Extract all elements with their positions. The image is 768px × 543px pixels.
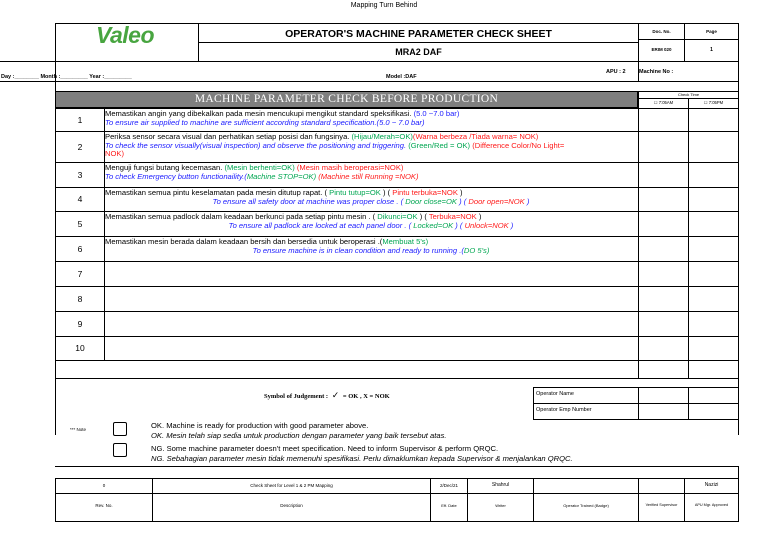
machine-no-label: Machine No : bbox=[639, 69, 674, 75]
item-text-segment: Locked=OK bbox=[413, 220, 454, 230]
judgement-title: Symbol of Judgement : bbox=[264, 393, 329, 400]
page-label: Page bbox=[706, 29, 717, 34]
doc-no-label: Doc. No. bbox=[652, 29, 671, 34]
item-text-segment: (Green/Red = OK) bbox=[408, 140, 471, 150]
item-number: 5 bbox=[77, 218, 83, 229]
item-text-segment: (Mesin masih beroperasi=NOK) bbox=[294, 163, 404, 172]
note-label: *** Note bbox=[70, 427, 87, 432]
footer-approved: Nazizi bbox=[704, 482, 719, 488]
item-text-segment: Pintu terbuka=NOK bbox=[392, 188, 458, 197]
item-text-segment: (Machine still Running =NOK) bbox=[316, 171, 419, 181]
footer-h-date: Eff. Date bbox=[441, 503, 457, 508]
item-text-segment: NOK) bbox=[105, 149, 124, 159]
item-text-segment: ) ( bbox=[456, 196, 469, 206]
item-number: 3 bbox=[77, 169, 83, 180]
item-text-segment: (5.0 ~7.0 bar) bbox=[413, 109, 460, 118]
item-text-segment: Door close=OK bbox=[405, 196, 457, 206]
operator-emp-label: Operator Emp Number bbox=[536, 407, 592, 413]
page-title: OPERATOR'S MACHINE PARAMETER CHECK SHEET bbox=[285, 28, 552, 40]
item-text-segment: Pintu tutup=OK bbox=[329, 188, 381, 197]
note-ok-ms: OK. Mesin telah siap sedia untuk production dengan parameter yang baik tersebut atas. bbox=[151, 431, 447, 440]
footer-h-approved: APU Mgr. Approved bbox=[694, 503, 729, 507]
judgement-rest: = OK , X = NOK bbox=[342, 393, 390, 400]
model-label: Model :DAF bbox=[386, 74, 417, 80]
footer-h-verified: Verified Supervisor bbox=[645, 503, 678, 507]
item-text-segment: To ensure all safety door at machine was proper close . ( bbox=[212, 196, 406, 206]
note-ok-en: OK. Machine is ready for production with good parameter above. bbox=[151, 421, 369, 430]
section-title: MACHINE PARAMETER CHECK BEFORE PRODUCTION bbox=[194, 93, 499, 105]
item-text-segment: Machine STOP=OK) bbox=[246, 171, 317, 181]
footer-date: 2/Dec/21 bbox=[439, 483, 458, 488]
item-text-segment: Dikunci=OK bbox=[377, 212, 418, 221]
item-text-segment: Memastikan mesin berada dalam keadaan bersih dan bersedia untuk beroperasi .( bbox=[105, 237, 383, 246]
footer-rev: 0 bbox=[102, 483, 106, 488]
item-text-segment: To check the sensor visually(visual inspection) and observe the positioning and triggering. bbox=[105, 140, 409, 150]
valeo-logo: Valeo bbox=[96, 22, 155, 48]
item-text-segment: Terbuka=NOK bbox=[428, 212, 477, 221]
item-text-segment: To ensure all padlock are locked at each panel door . ( bbox=[228, 220, 414, 230]
item-text-segment: To ensure air supplied to machine are sufficient according standard specification.(5.0 ~ 7.0 bar) bbox=[105, 117, 425, 127]
item-text-line bbox=[105, 150, 637, 159]
footer-desc: Check Sheet for Level 1 & 2 PM Mapping bbox=[250, 483, 333, 488]
item-text-line bbox=[105, 247, 637, 256]
item-text-segment: ) bbox=[457, 188, 463, 197]
footer-h-desc: Description bbox=[280, 503, 303, 508]
doc-no-value: ERIM 020 bbox=[651, 47, 672, 52]
top-caption: Mapping Turn Behind bbox=[350, 2, 418, 9]
footer-h-trained: Operator Trained (Badge) bbox=[563, 503, 609, 508]
item-text-segment: ) bbox=[476, 212, 482, 221]
operator-name-label: Operator Name bbox=[536, 391, 574, 397]
check-icon: ✓ bbox=[331, 390, 340, 400]
footer-h-writer: Writer bbox=[495, 503, 506, 508]
item-text-segment: Unlock=NOK bbox=[464, 220, 509, 230]
item-text-segment: To ensure machine is in clean condition and ready to running .( bbox=[252, 245, 464, 255]
item-text-segment: Memastikan angin yang dibekalkan pada mesin mencukupi mengikut standard speksifikasi. bbox=[105, 109, 414, 118]
footer-h-rev: Rev. No. bbox=[95, 503, 113, 508]
item-text-segment: (Difference Color/No Light= bbox=[470, 140, 565, 150]
ng-checkbox[interactable] bbox=[113, 443, 127, 457]
item-text-segment: DO 5's) bbox=[463, 245, 490, 255]
ok-checkbox[interactable] bbox=[113, 422, 127, 436]
item-text-segment: Periksa sensor secara visual dan perhatikan setiap posisi dan fungsinya. bbox=[105, 132, 352, 141]
item-text-segment: ) ( bbox=[380, 188, 393, 197]
item-text-line bbox=[105, 173, 637, 182]
item-number: 10 bbox=[75, 343, 85, 353]
judgement-legend bbox=[264, 391, 390, 401]
item-text-segment: ) ( bbox=[453, 220, 465, 230]
check-time-label: Check Time bbox=[677, 92, 700, 97]
item-text-line bbox=[105, 198, 637, 207]
note-ng-ms: NG. Sebahagian parameter mesin tidak memenuhi spesifikasi. Perlu dimaklumkan kepada Supervisor & menjalankan QRQC. bbox=[151, 454, 573, 463]
item-text-line bbox=[105, 142, 637, 151]
item-text-segment: Memastikan semua padlock dalam keadaan berkunci pada setiap pintu mesin . ( bbox=[105, 212, 378, 221]
item-text-segment: (Hijau/Merah=OK) bbox=[351, 132, 413, 141]
item-text-segment: ) bbox=[508, 220, 514, 230]
check-time-am[interactable]: ☐ 7:05AM bbox=[653, 100, 674, 105]
item-text-segment: (Mesin berhenti=OK) bbox=[224, 163, 295, 172]
item-text-line bbox=[105, 222, 637, 231]
item-number: 7 bbox=[77, 268, 83, 279]
item-text-segment: ) bbox=[524, 196, 530, 206]
item-number: 2 bbox=[77, 141, 83, 152]
item-number: 1 bbox=[77, 114, 83, 125]
note-ng-en: NG. Some machine parameter doesn't meet specification. Need to inform Supervisor & perform QRQC. bbox=[151, 444, 499, 453]
item-number: 4 bbox=[77, 194, 83, 204]
item-text-segment: To check Emergency button functionaility.( bbox=[105, 171, 247, 181]
item-text-segment: Memastikan semua pintu keselamatan pada mesin ditutup rapat. ( bbox=[105, 188, 330, 197]
item-text-segment: Door open=NOK bbox=[468, 196, 525, 206]
item-number: 6 bbox=[77, 243, 83, 254]
item-text-line bbox=[105, 119, 637, 128]
page-subtitle: MRA2 DAF bbox=[395, 47, 442, 57]
item-text-segment: Membuat 5's) bbox=[382, 237, 429, 246]
item-number: 9 bbox=[77, 318, 83, 329]
item-text-segment: ) ( bbox=[417, 212, 429, 221]
item-number: 8 bbox=[77, 293, 83, 304]
page-value: 1 bbox=[710, 47, 713, 53]
apu-label: APU : 2 bbox=[606, 69, 626, 75]
footer-writer: Shahrul bbox=[491, 482, 510, 488]
item-text-segment: (Warna berbeza /Tiada warna= NOK) bbox=[412, 132, 539, 141]
item-text-segment: Menguji fungsi butang kecemasan. bbox=[105, 163, 225, 172]
date-fields: Day :________ Month :_________ Year :_________ bbox=[1, 74, 132, 80]
check-time-pm[interactable]: ☐ 7:05PM bbox=[703, 100, 724, 105]
